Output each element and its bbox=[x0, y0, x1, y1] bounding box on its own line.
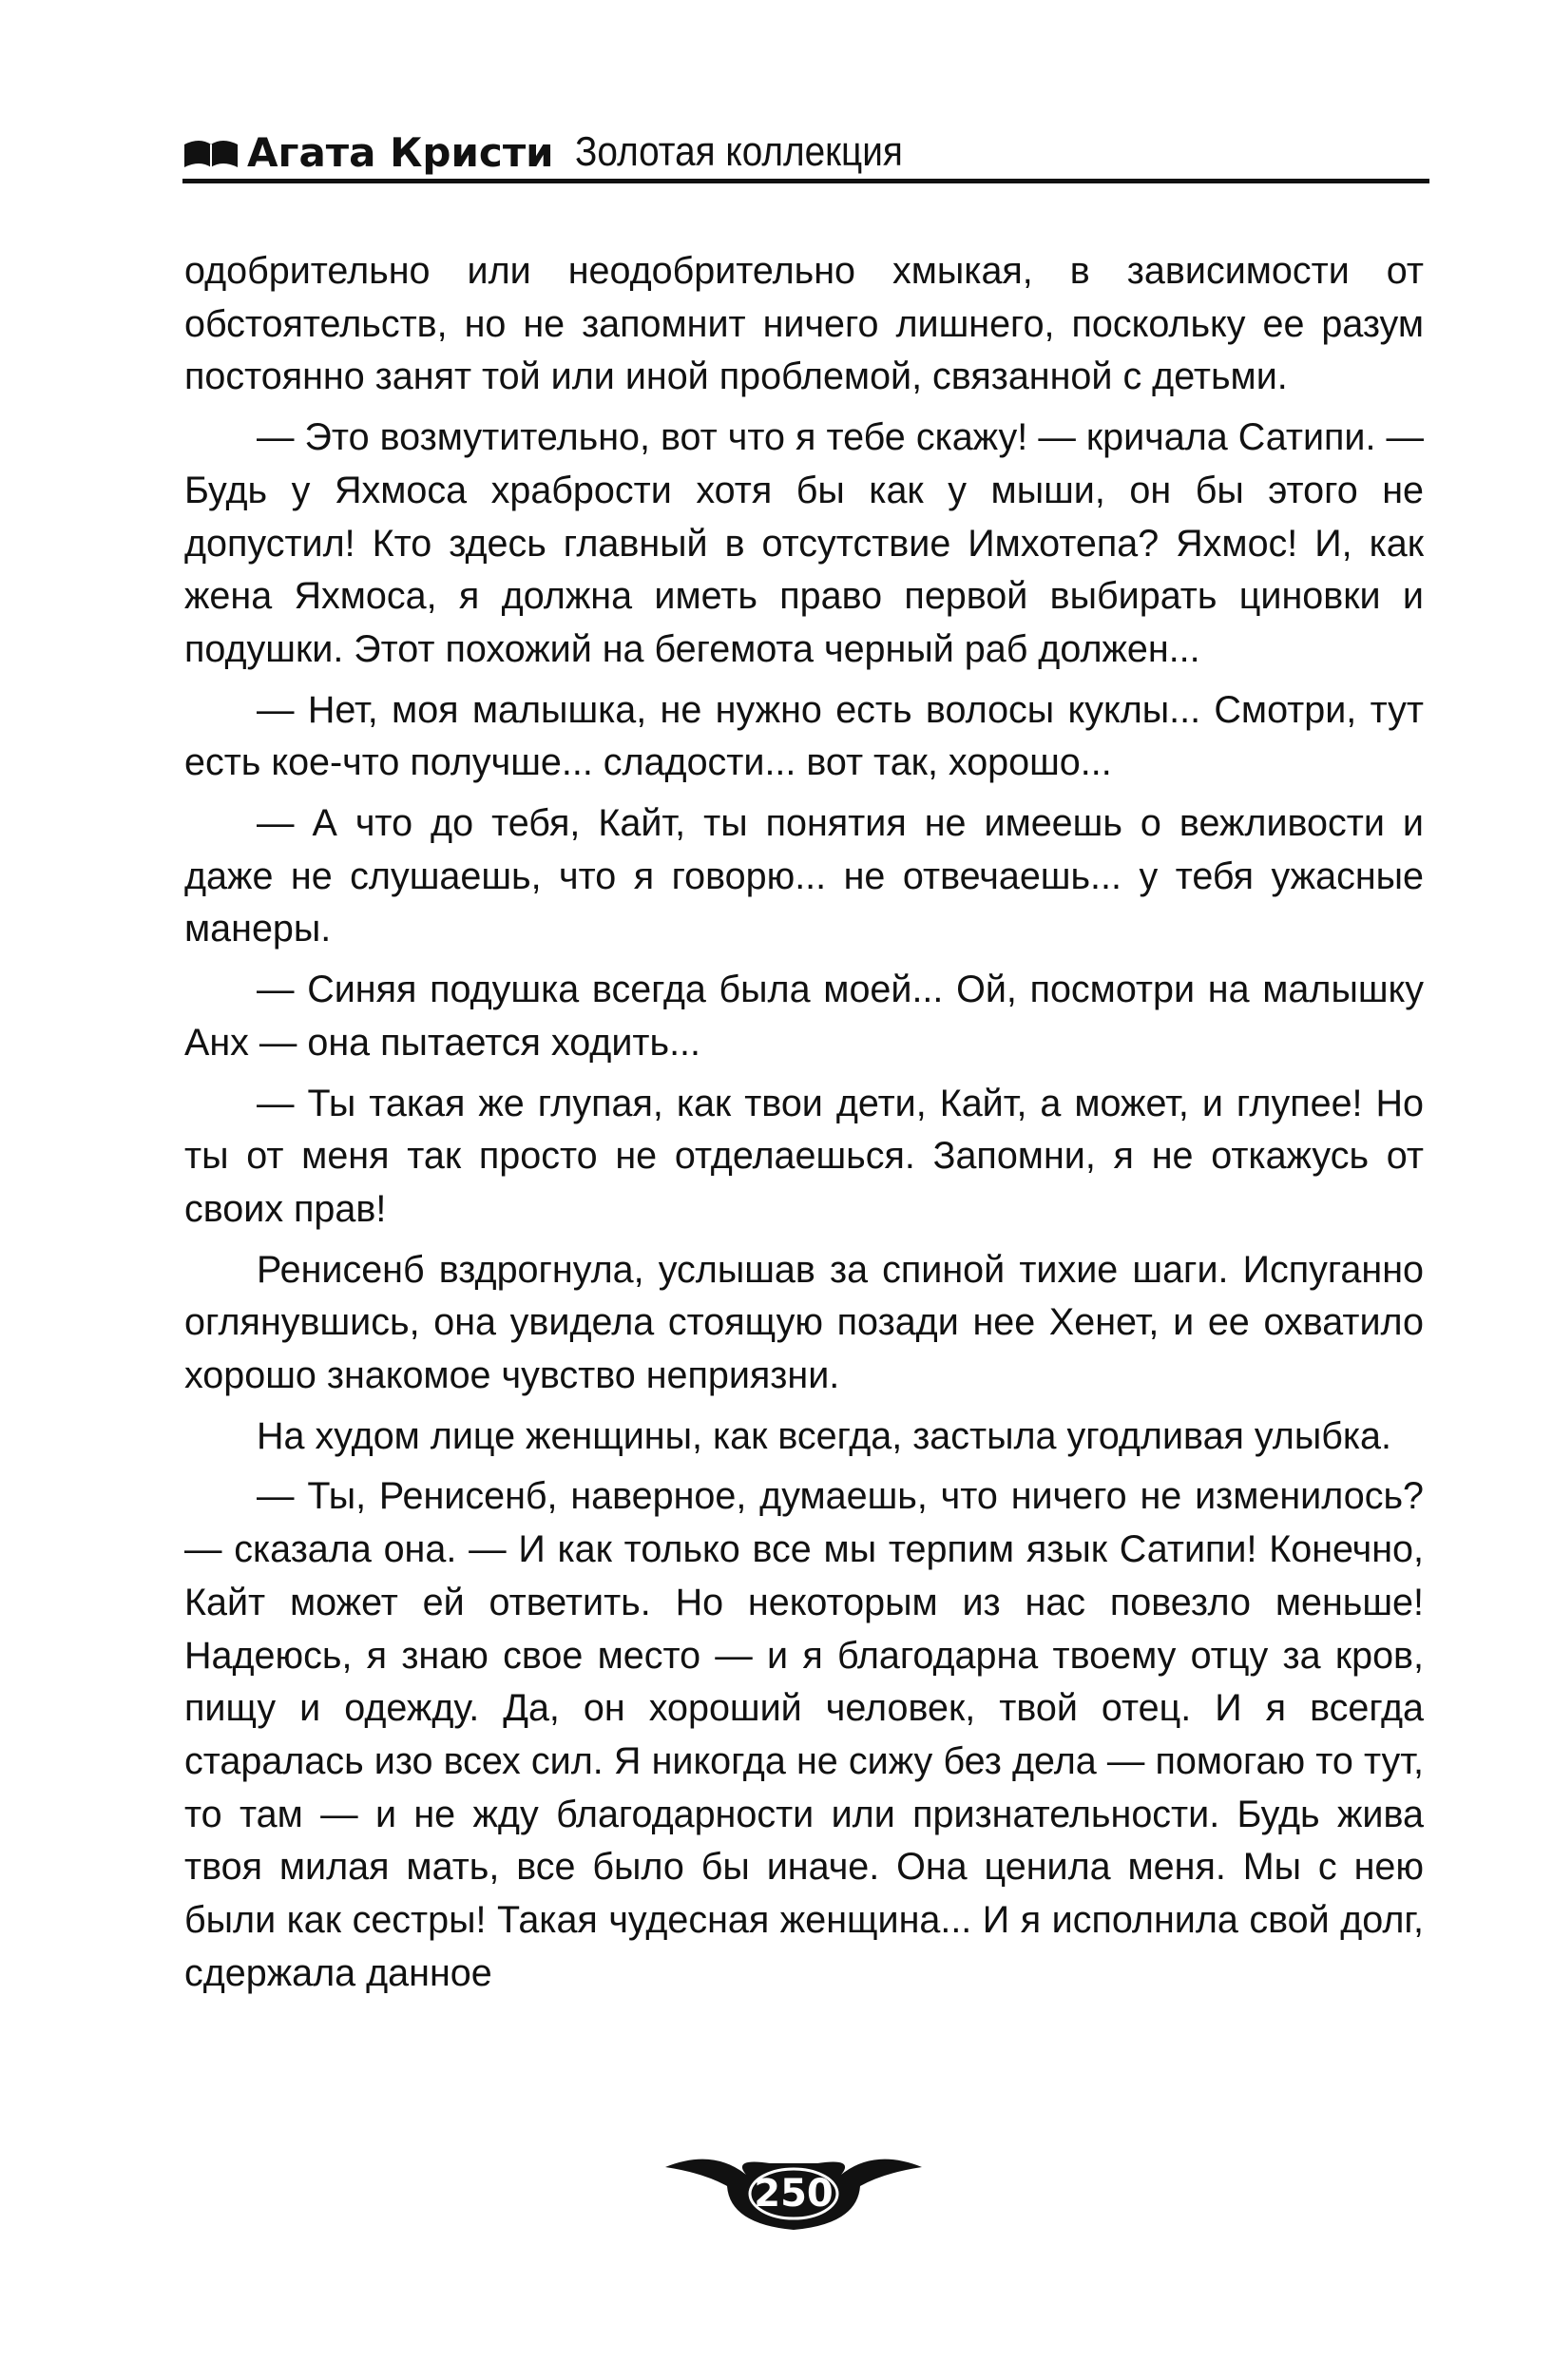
paragraph: — Нет, моя малышка, не нужно есть волосы куклы... Смотри, тут есть кое-что получше... сладости... вот так, хорошо... bbox=[184, 688, 1424, 784]
paragraph: На худом лице женщины, как всегда, застыла угодливая улыбка. bbox=[257, 1414, 1391, 1457]
header-rule bbox=[182, 179, 1429, 183]
paragraph: Ренисенб вздрогнула, услышав за спиной тихие шаги. Испуганно оглянувшись, она увидела стоящую позади нее Хенет, и ее охватило хорошо знакомое чувство неприязни. bbox=[184, 1248, 1424, 1397]
page-number-ornament bbox=[656, 2139, 931, 2243]
paragraph: — Это возмутительно, вот что я тебе скажу! — кричала Сатипи. — Будь у Яхмоса храбрости хотя бы как у мыши, он бы этого не допустил! Кто здесь главный в отсутствие Имхотепа? Яхмос! И, как жена Яхмоса, я должна иметь право первой выбирать циновки и подушки. Этот похожий на бегемота черный раб должен... bbox=[184, 416, 1424, 670]
book-logo-icon bbox=[182, 135, 240, 171]
page-number: 250 bbox=[754, 2172, 834, 2216]
paragraph: одобрительно или неодобрительно хмыкая, в зависимости от обстоятельств, но не запомнит ничего лишнего, поскольку ее разум постоянно занят той или иной проблемой, связанной с детьми. bbox=[184, 250, 1424, 398]
paragraph: — Синяя подушка всегда была моей... Ой, посмотри на малышку Анх — она пытается ходить... bbox=[184, 969, 1424, 1064]
page-body bbox=[184, 245, 1424, 2001]
paragraph: — А что до тебя, Кайт, ты понятия не имеешь о вежливости и даже не слушаешь, что я говорю... не отвечаешь... у тебя ужасные манеры. bbox=[184, 802, 1424, 950]
running-header bbox=[182, 112, 1428, 179]
paragraph: — Ты, Ренисенб, наверное, думаешь, что ничего не изменилось? — сказала она. — И как только все мы терпим язык Сатипи! Конечно, Кайт может ей ответить. Но некоторым из нас повезло меньше! Надеюсь, я знаю свое место — и я благодарна твоему отцу за кров, пищу и одежду. Да, он хороший человек, твой отец. И я всегда старалась изо всех сил. Я никогда не сижу без дела — помогаю то тут, то там — и не жду благодарности или признательности. Будь жива твоя милая мать, все было бы иначе. Она ценила меня. Мы с нею были как сестры! Такая чудесная женщина... И я исполнила свой долг, сдержала данное bbox=[184, 1475, 1424, 1994]
author-name: Агата Кристи bbox=[247, 129, 554, 176]
series-title: Золотая коллекция bbox=[574, 128, 903, 175]
paragraph: — Ты такая же глупая, как твои дети, Кайт, а может, и глупее! Но ты от меня так просто не отделаешься. Запомни, я не откажусь от своих прав! bbox=[184, 1082, 1424, 1230]
